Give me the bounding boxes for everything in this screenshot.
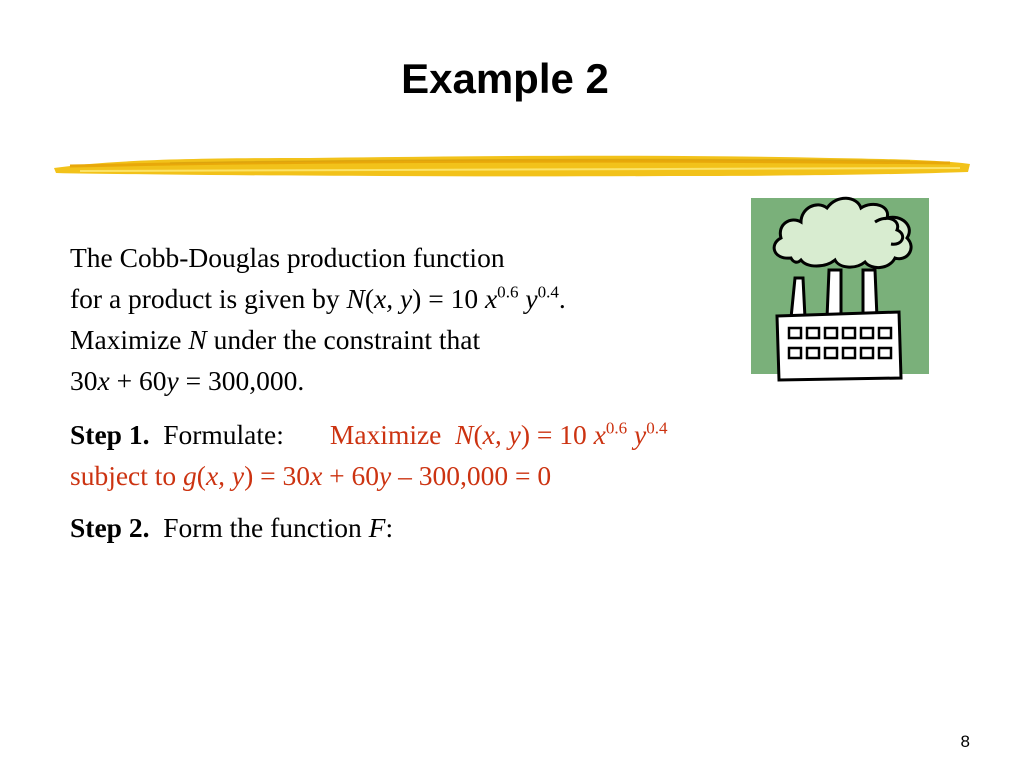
intro-line-3: Maximize N under the constraint that — [70, 324, 481, 355]
maximize-objective: Maximize N(x, y) = 10 $x^{0.6}$ $y^{0.4}$ — [329, 418, 668, 450]
step-2-label: Step 2. — [70, 512, 150, 543]
constraint-function: subject to g(x, y) = 30x + 60y – 300,000 = 0 — [70, 460, 552, 491]
constraint-equation: 30x + 60y = 300,000. — [70, 365, 305, 396]
step-1 — [70, 414, 668, 496]
step-2: Step 2. Form the function F: — [70, 512, 394, 543]
step-1-line-1 — [70, 414, 668, 455]
problem-statement — [70, 237, 566, 401]
intro-line-2: for a product is given by N(x, y) = 10 $x^{0.6}$ $y^{0.4}$. — [70, 282, 566, 314]
step-1-label: Step 1. — [70, 419, 150, 450]
intro-line-1: The Cobb-Douglas production function — [70, 242, 505, 273]
formulate-label: Formulate: — [163, 419, 284, 450]
factory-icon — [751, 188, 929, 384]
slide-title: Example 2 — [401, 55, 609, 102]
page-number: 8 — [960, 732, 970, 751]
yellow-brush-stroke-divider — [50, 146, 974, 186]
